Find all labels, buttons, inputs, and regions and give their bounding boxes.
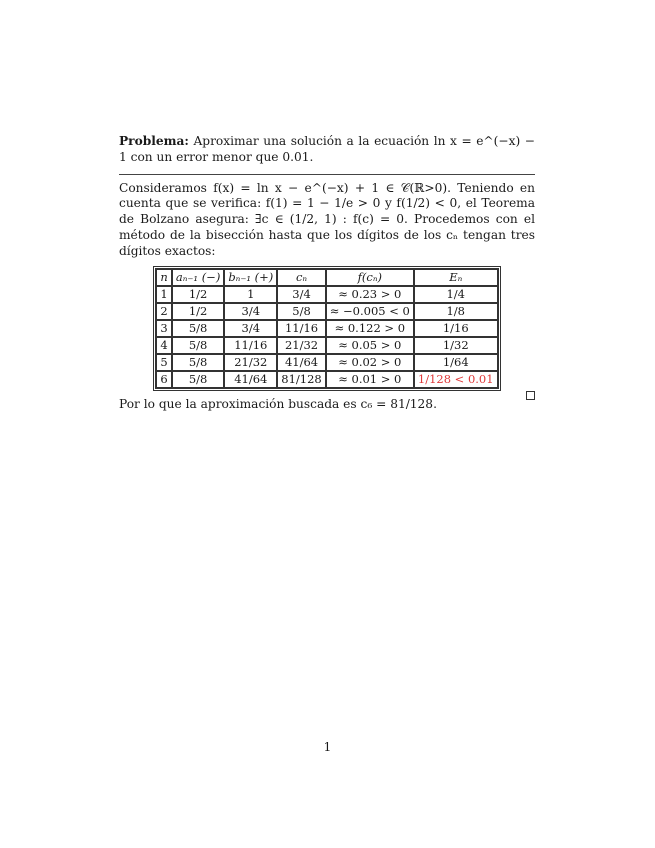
cell-c: 21/32 (277, 337, 325, 354)
cell-a: 5/8 (172, 320, 224, 337)
cell-e: 1/16 (414, 320, 498, 337)
cell-n: 5 (156, 354, 171, 371)
cell-f: ≈ 0.122 > 0 (326, 320, 414, 337)
header-n: n (156, 269, 171, 286)
problem-label: Problema: (119, 134, 189, 148)
cell-c: 41/64 (277, 354, 325, 371)
table-row (156, 320, 497, 337)
cell-b: 3/4 (224, 320, 277, 337)
cell-a: 5/8 (172, 354, 224, 371)
cell-n: 4 (156, 337, 171, 354)
table-header-row (156, 269, 497, 286)
cell-f: ≈ 0.01 > 0 (326, 371, 414, 388)
cell-a: 1/2 (172, 286, 224, 303)
cell-e-stop: 1/128 < 0.01 (414, 371, 498, 388)
cell-a: 5/8 (172, 337, 224, 354)
cell-n: 3 (156, 320, 171, 337)
cell-e: 1/32 (414, 337, 498, 354)
cell-e: 1/64 (414, 354, 498, 371)
header-c: cₙ (277, 269, 325, 286)
table-row (156, 371, 497, 388)
solution-conclusion: Por lo que la aproximación buscada es c₆ = 81/128. (119, 396, 437, 411)
qed-square-icon (526, 391, 535, 400)
divider (119, 174, 535, 175)
cell-c: 3/4 (277, 286, 325, 303)
header-e: Eₙ (414, 269, 498, 286)
table-row (156, 337, 497, 354)
cell-e: 1/4 (414, 286, 498, 303)
cell-n: 1 (156, 286, 171, 303)
page-content (119, 134, 535, 412)
cell-b: 21/32 (224, 354, 277, 371)
cell-b: 41/64 (224, 371, 277, 388)
cell-c-result: 81/128 (277, 371, 325, 388)
cell-f: ≈ 0.05 > 0 (326, 337, 414, 354)
cell-f: ≈ 0.23 > 0 (326, 286, 414, 303)
cell-a: 1/2 (172, 303, 224, 320)
header-a: aₙ₋₁ (−) (172, 269, 224, 286)
problem-statement (119, 134, 535, 166)
cell-c: 5/8 (277, 303, 325, 320)
cell-f: ≈ −0.005 < 0 (326, 303, 414, 320)
cell-c: 11/16 (277, 320, 325, 337)
cell-e: 1/8 (414, 303, 498, 320)
cell-b: 3/4 (224, 303, 277, 320)
table-row (156, 286, 497, 303)
page-number: 1 (323, 740, 332, 754)
header-b: bₙ₋₁ (+) (224, 269, 277, 286)
bisection-table (155, 268, 498, 389)
cell-n: 6 (156, 371, 171, 388)
table-row (156, 354, 497, 371)
cell-n: 2 (156, 303, 171, 320)
cell-b: 1 (224, 286, 277, 303)
table-row (156, 303, 497, 320)
solution-intro: Consideramos f(x) = ln x − e^(−x) + 1 ∈ 𝒞(ℝ>0). Teniendo en cuenta que se verifica: f(1) = 1 − 1/e > 0 y f(1/2) < 0, el Teorema de Bolzano asegura: ∃c ∈ (1/2, 1) : f(c) = 0. Procedemos con el método de la bisección hasta que los dígitos de los cₙ tengan tres dígitos exactos: (119, 180, 535, 258)
cell-f: ≈ 0.02 > 0 (326, 354, 414, 371)
cell-b: 11/16 (224, 337, 277, 354)
problem-text: Aproximar una solución a la ecuación ln x = e^(−x) − 1 con un error menor que 0.01. (119, 134, 536, 164)
cell-a: 5/8 (172, 371, 224, 388)
header-f: f(cₙ) (326, 269, 414, 286)
